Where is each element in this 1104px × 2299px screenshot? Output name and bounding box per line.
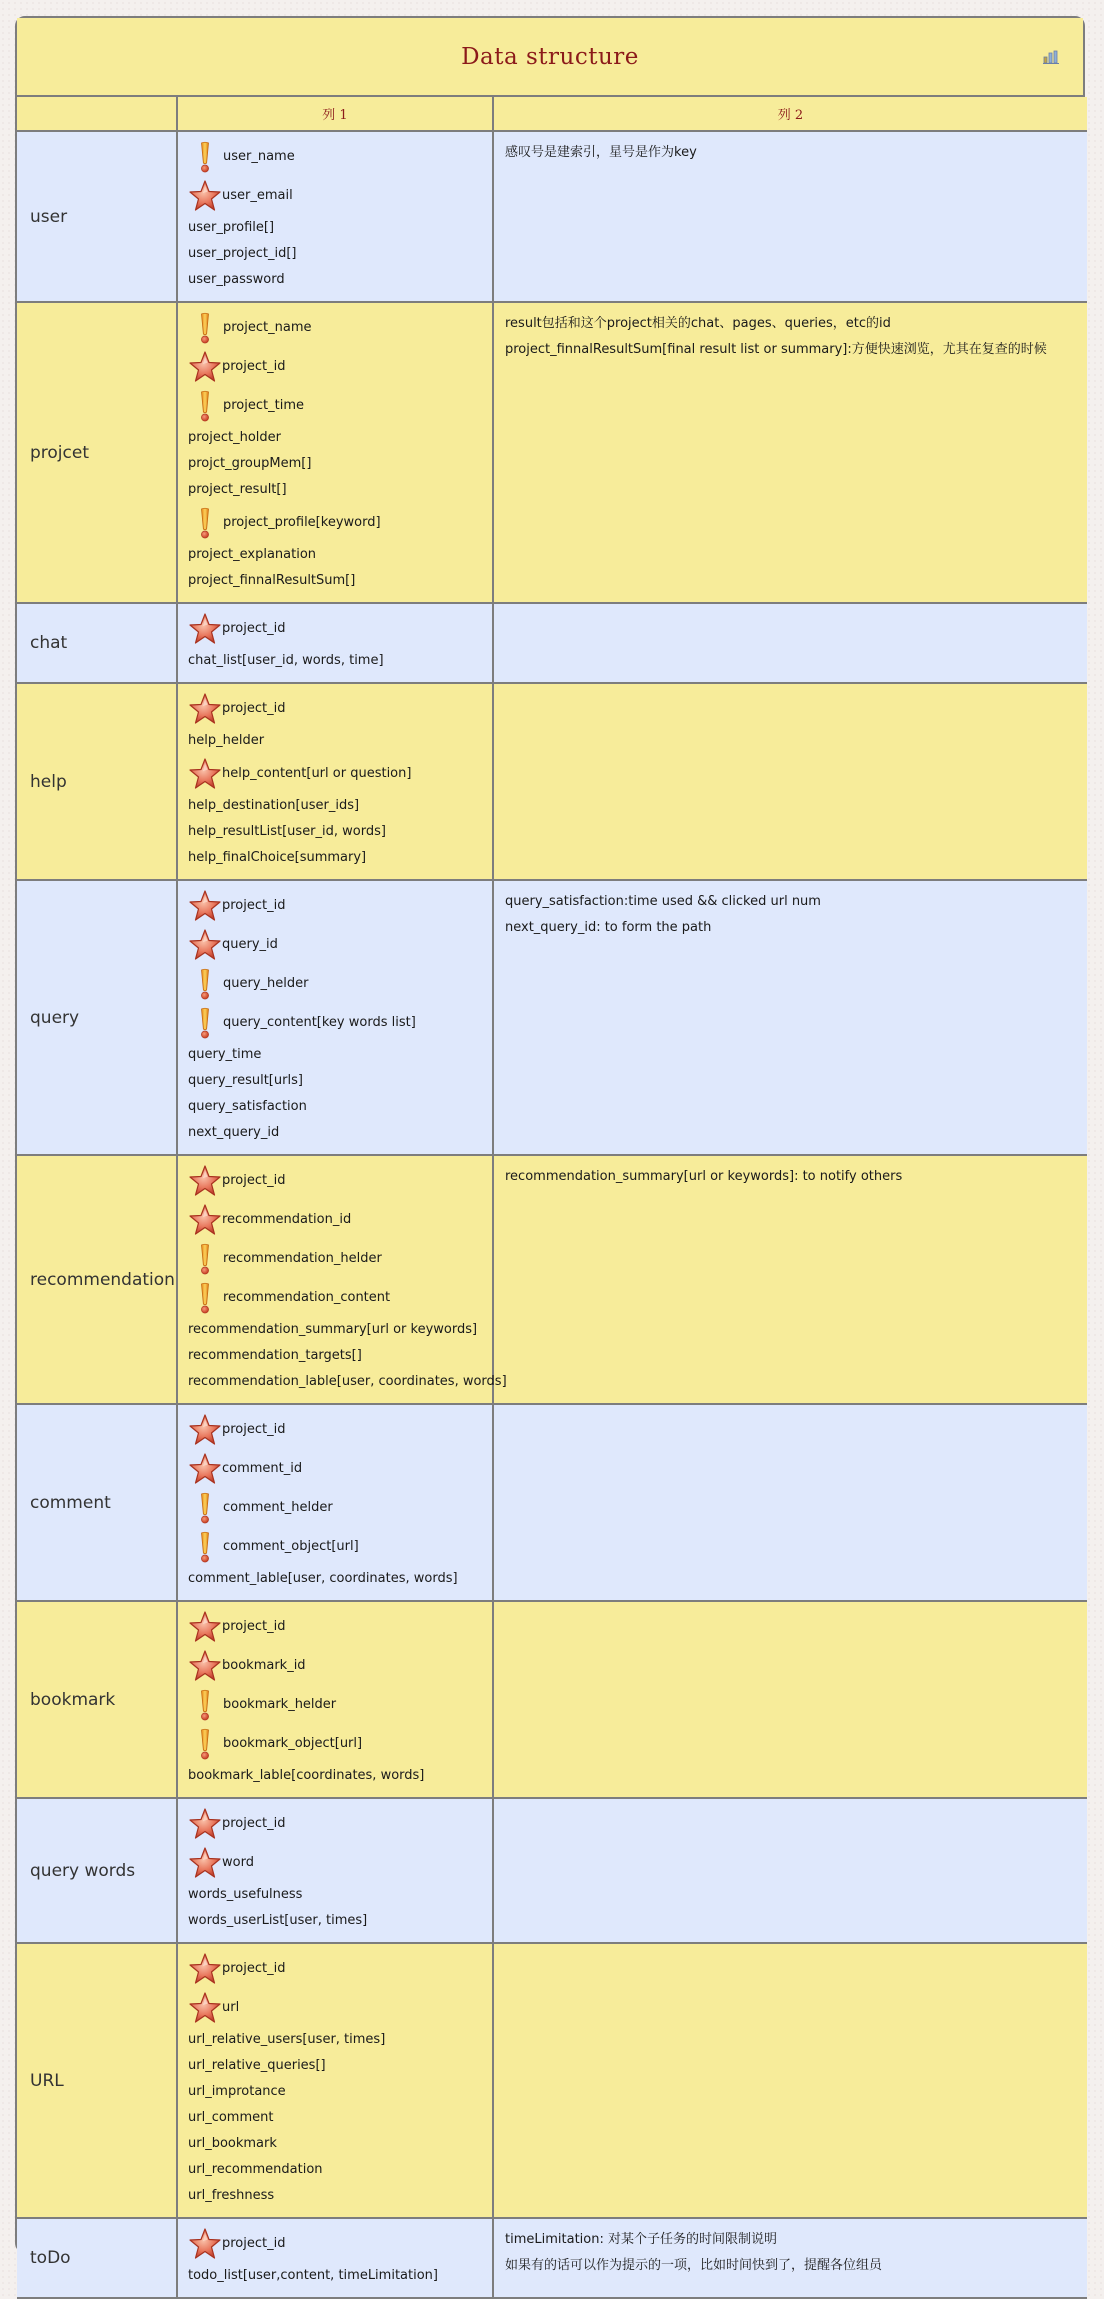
field-label: bookmark_helder [223, 1697, 337, 1712]
header-cell-1: 列 1 [177, 97, 493, 131]
field-item [188, 1120, 482, 1146]
star-icon [188, 1807, 222, 1841]
field-label: url_relative_queries[] [188, 2058, 326, 2073]
field-item [188, 1882, 482, 1908]
table-row-url [17, 1943, 1087, 2218]
notes-cell [493, 1601, 1087, 1798]
field-item [188, 542, 482, 568]
star-icon [188, 757, 222, 791]
field-item [188, 2263, 482, 2289]
bar-chart-icon[interactable] [1043, 50, 1059, 64]
field-item [188, 1949, 482, 1988]
table-row-comment [17, 1404, 1087, 1601]
notes-cell [493, 131, 1087, 302]
field-label: project_id [222, 1619, 286, 1634]
entity-name-cell: bookmark [17, 1601, 177, 1798]
field-label: comment_lable[user, coordinates, words] [188, 1571, 458, 1586]
field-label: user_name [223, 149, 295, 164]
field-item [188, 241, 482, 267]
field-item [188, 1566, 482, 1592]
table-row-recommendation [17, 1155, 1087, 1404]
entity-name-cell: URL [17, 1943, 177, 2218]
field-label: project_finnalResultSum[] [188, 573, 356, 588]
notes-cell [493, 1798, 1087, 1943]
field-item [188, 793, 482, 819]
field-label: comment_object[url] [223, 1539, 359, 1554]
field-item [188, 1843, 482, 1882]
entity-name-cell: projcet [17, 302, 177, 603]
exclamation-icon [188, 506, 222, 540]
field-item [188, 503, 482, 542]
field-label: project_profile[keyword] [223, 515, 381, 530]
field-item [188, 2224, 482, 2263]
entity-name-cell: recommendation [17, 1155, 177, 1404]
fields-cell [177, 1601, 493, 1798]
note-line: next_query_id: to form the path [505, 920, 712, 935]
field-item [188, 308, 482, 347]
note-line: timeLimitation: 对某个子任务的时间限制说明 [505, 2232, 777, 2247]
notes-cell [493, 683, 1087, 880]
fields-cell [177, 2218, 493, 2298]
field-label: help_content[url or question] [222, 766, 412, 781]
table-row-query [17, 880, 1087, 1155]
field-item [188, 609, 482, 648]
field-item [188, 689, 482, 728]
notes-cell [493, 1943, 1087, 2218]
entity-name-cell: user [17, 131, 177, 302]
fields-cell [177, 603, 493, 683]
field-item [188, 386, 482, 425]
field-item [188, 1646, 482, 1685]
star-icon [188, 179, 222, 213]
entity-name-cell: comment [17, 1404, 177, 1601]
field-label: recommendation_summary[url or keywords] [188, 1322, 478, 1337]
star-icon [188, 1164, 222, 1198]
entity-name-cell: toDo [17, 2218, 177, 2298]
table-row-help [17, 683, 1087, 880]
header-cell-0 [17, 97, 177, 131]
field-label: user_profile[] [188, 220, 275, 235]
field-item [188, 1317, 482, 1343]
field-label: word [222, 1855, 254, 1870]
entity-name-cell: help [17, 683, 177, 880]
note-line: 感叹号是建索引，星号是作为key [505, 145, 697, 160]
note-line: 如果有的话可以作为提示的一项，比如时间快到了，提醒各位组员 [505, 2258, 883, 2273]
field-label: user_password [188, 272, 285, 287]
field-item [188, 2079, 482, 2105]
field-label: chat_list[user_id, words, time] [188, 653, 384, 668]
exclamation-icon [188, 140, 222, 174]
fields-cell [177, 1943, 493, 2218]
table-header-row [17, 97, 1087, 131]
field-label: url_improtance [188, 2084, 286, 2099]
field-item [188, 886, 482, 925]
star-icon [188, 1413, 222, 1447]
field-item [188, 477, 482, 503]
field-item [188, 2105, 482, 2131]
notes-cell [493, 1155, 1087, 1404]
notes-cell [493, 302, 1087, 603]
field-label: recommendation_lable[user, coordinates, words] [188, 1374, 507, 1389]
exclamation-icon [188, 311, 222, 345]
field-item [188, 137, 482, 176]
exclamation-icon [188, 1281, 222, 1315]
exclamation-icon [188, 1530, 222, 1564]
entity-name-cell: chat [17, 603, 177, 683]
field-label: url_recommendation [188, 2162, 323, 2177]
field-item [188, 176, 482, 215]
field-label: comment_helder [223, 1500, 333, 1515]
field-item [188, 2157, 482, 2183]
field-item [188, 2183, 482, 2209]
field-label: project_id [222, 2236, 286, 2251]
fields-cell [177, 1155, 507, 1404]
field-label: bookmark_id [222, 1658, 306, 1673]
fields-cell [177, 131, 493, 302]
notes-cell [493, 1404, 1087, 1601]
star-icon [188, 1203, 222, 1237]
star-icon [188, 1610, 222, 1644]
field-item [188, 1685, 482, 1724]
star-icon [188, 1649, 222, 1683]
table-row-bookmark [17, 1601, 1087, 1798]
exclamation-icon [188, 389, 222, 423]
fields-cell [177, 1798, 493, 1943]
field-label: help_finalChoice[summary] [188, 850, 367, 865]
field-label: recommendation_id [222, 1212, 352, 1227]
field-label: words_usefulness [188, 1887, 303, 1902]
field-label: url [222, 2000, 240, 2015]
field-item [188, 267, 482, 293]
field-label: projct_groupMem[] [188, 456, 312, 471]
field-label: query_helder [223, 976, 309, 991]
field-item [188, 1449, 482, 1488]
field-item [188, 754, 482, 793]
star-icon [188, 1952, 222, 1986]
exclamation-icon [188, 967, 222, 1001]
entity-name-cell: query words [17, 1798, 177, 1943]
field-item [188, 648, 482, 674]
field-item [188, 2131, 482, 2157]
field-item [188, 2053, 482, 2079]
note-line: query_satisfaction:time used && clicked url num [505, 894, 821, 909]
field-item [188, 1988, 482, 2027]
star-icon [188, 928, 222, 962]
exclamation-icon [188, 1688, 222, 1722]
exclamation-icon [188, 1727, 222, 1761]
field-label: query_content[key words list] [223, 1015, 416, 1030]
field-item [188, 1343, 482, 1369]
field-label: project_id [222, 1173, 286, 1188]
star-icon [188, 1846, 222, 1880]
fields-cell [177, 880, 493, 1155]
document-sheet [15, 16, 1085, 2283]
field-label: query_satisfaction [188, 1099, 307, 1114]
notes-cell [493, 2218, 1087, 2298]
note-line: project_finnalResultSum[final result list or summary]:方便快速浏览，尤其在复查的时候 [505, 342, 1047, 357]
field-item [188, 925, 482, 964]
data-structure-table [17, 97, 1087, 2299]
field-label: query_result[urls] [188, 1073, 303, 1088]
field-item [188, 1488, 482, 1527]
fields-cell [177, 302, 493, 603]
field-item [188, 1804, 482, 1843]
field-label: project_id [222, 898, 286, 913]
star-icon [188, 1991, 222, 2025]
notes-cell [493, 603, 1087, 683]
field-item [188, 1200, 482, 1239]
field-item [188, 964, 482, 1003]
field-item [188, 425, 482, 451]
field-label: project_holder [188, 430, 282, 445]
field-label: help_destination[user_ids] [188, 798, 360, 813]
star-icon [188, 692, 222, 726]
field-item [188, 1527, 482, 1566]
field-label: help_helder [188, 733, 265, 748]
field-label: comment_id [222, 1461, 303, 1476]
exclamation-icon [188, 1491, 222, 1525]
field-label: recommendation_helder [223, 1251, 382, 1266]
field-item [188, 451, 482, 477]
field-label: bookmark_object[url] [223, 1736, 363, 1751]
header-cell-2: 列 2 [493, 97, 1087, 131]
field-item [188, 1763, 482, 1789]
field-label: url_relative_users[user, times] [188, 2032, 386, 2047]
field-label: user_project_id[] [188, 246, 297, 261]
table-row-projcet [17, 302, 1087, 603]
fields-cell [177, 683, 493, 880]
field-label: project_id [222, 701, 286, 716]
field-label: query_time [188, 1047, 262, 1062]
table-row-todo [17, 2218, 1087, 2298]
star-icon [188, 1452, 222, 1486]
field-label: project_name [223, 320, 312, 335]
fields-cell [177, 1404, 493, 1601]
field-label: project_id [222, 1961, 286, 1976]
field-item [188, 1278, 482, 1317]
exclamation-icon [188, 1006, 222, 1040]
field-item [188, 845, 482, 871]
field-item [188, 1607, 482, 1646]
field-item [188, 215, 482, 241]
table-row-query-words [17, 1798, 1087, 1943]
field-label: url_comment [188, 2110, 274, 2125]
field-label: project_id [222, 359, 286, 374]
field-item [188, 1239, 482, 1278]
field-label: query_id [222, 937, 278, 952]
field-label: url_bookmark [188, 2136, 277, 2151]
field-label: next_query_id [188, 1125, 280, 1140]
field-item [188, 1724, 482, 1763]
field-label: recommendation_content [223, 1290, 391, 1305]
exclamation-icon [188, 1242, 222, 1276]
field-label: project_id [222, 1816, 286, 1831]
field-label: words_userList[user, times] [188, 1913, 368, 1928]
field-label: recommendation_targets[] [188, 1348, 362, 1363]
star-icon [188, 350, 222, 384]
title-bar [17, 18, 1083, 97]
field-label: user_email [222, 188, 293, 203]
entity-name-cell: query [17, 880, 177, 1155]
field-label: project_time [223, 398, 304, 413]
star-icon [188, 889, 222, 923]
field-item [188, 1410, 482, 1449]
field-item [188, 1068, 482, 1094]
note-line: recommendation_summary[url or keywords]: to notify others [505, 1169, 903, 1184]
field-item [188, 1094, 482, 1120]
field-item [188, 347, 482, 386]
field-item [188, 819, 482, 845]
field-label: project_id [222, 621, 286, 636]
field-label: project_result[] [188, 482, 287, 497]
notes-cell [493, 880, 1087, 1155]
table-row-user [17, 131, 1087, 302]
field-label: bookmark_lable[coordinates, words] [188, 1768, 425, 1783]
field-item [188, 1042, 482, 1068]
field-label: url_freshness [188, 2188, 275, 2203]
field-item [188, 568, 482, 594]
table-row-chat [17, 603, 1087, 683]
field-label: help_resultList[user_id, words] [188, 824, 386, 839]
field-label: project_explanation [188, 547, 317, 562]
field-label: project_id [222, 1422, 286, 1437]
field-item [188, 728, 482, 754]
field-item [188, 1161, 482, 1200]
field-item [188, 2027, 482, 2053]
star-icon [188, 612, 222, 646]
star-icon [188, 2227, 222, 2261]
note-line: result包括和这个project相关的chat、pages、queries，etc的id [505, 316, 891, 331]
field-item [188, 1003, 482, 1042]
page-title: Data structure [461, 44, 639, 70]
field-item [188, 1908, 482, 1934]
field-item [188, 1369, 507, 1395]
field-label: todo_list[user,content, timeLimitation] [188, 2268, 438, 2283]
